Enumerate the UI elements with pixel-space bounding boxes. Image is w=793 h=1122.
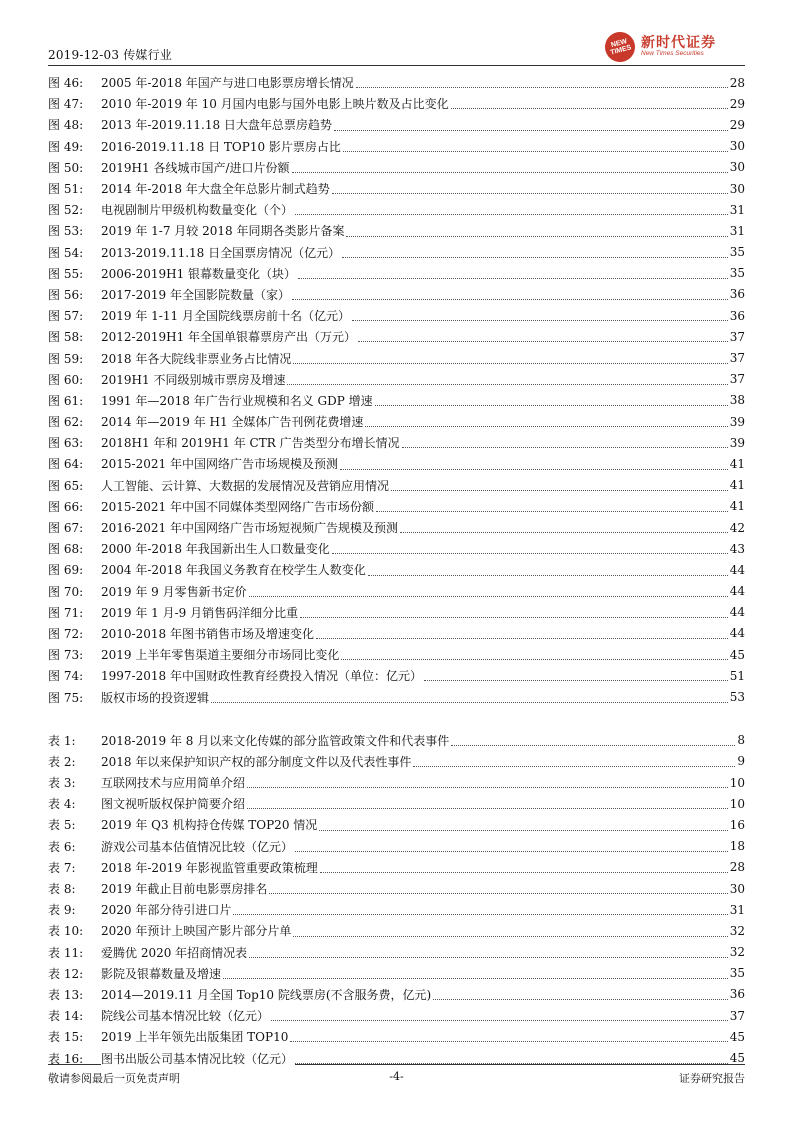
table-entry-title[interactable]: 2019 年截止目前电影票房排名: [101, 882, 268, 897]
dot-leader: [295, 851, 728, 852]
figure-entry-label: 图 60:: [48, 372, 84, 387]
dot-leader: [287, 384, 727, 385]
figure-entry[interactable]: [48, 199, 745, 220]
table-entry[interactable]: [48, 814, 745, 835]
figure-entry-label: 图 56:: [48, 287, 84, 302]
figure-entry[interactable]: [48, 538, 745, 559]
table-entry-label: 表 1:: [48, 733, 76, 748]
figure-entry-page[interactable]: 37: [729, 372, 745, 387]
figure-entry-title[interactable]: 2017-2019 年全国影院数量（家）: [101, 287, 290, 302]
table-entry-page[interactable]: 36: [729, 987, 745, 1002]
table-entry-title[interactable]: 2020 年预计上映国产影片部分片单: [101, 924, 292, 939]
dot-leader: [298, 278, 728, 279]
figure-entry[interactable]: [48, 263, 745, 284]
header-date-industry: 2019-12-03 传媒行业: [48, 48, 173, 62]
figure-entry-title[interactable]: 2014 年-2018 年大盘全年总影片制式趋势: [101, 182, 330, 197]
figure-entry-label: 图 65:: [48, 478, 84, 493]
table-entry[interactable]: [48, 857, 745, 878]
figure-entry-label: 图 54:: [48, 245, 84, 260]
figure-entry-title[interactable]: 2010-2018 年图书销售市场及增速变化: [101, 626, 314, 641]
figure-entry[interactable]: [48, 242, 745, 263]
figure-entry-page[interactable]: 51: [729, 668, 745, 683]
dot-leader: [375, 405, 728, 406]
figure-entry-page[interactable]: 29: [729, 96, 745, 111]
table-entry-label: 表 15:: [48, 1030, 84, 1045]
figure-entry-title[interactable]: 2013 年-2019.11.18 日大盘年总票房趋势: [101, 118, 332, 133]
figure-entry-page[interactable]: 30: [729, 181, 745, 196]
figure-entry[interactable]: [48, 390, 745, 411]
table-entry-title[interactable]: 2019 年 Q3 机构持仓传媒 TOP20 情况: [101, 818, 318, 833]
dot-leader: [352, 320, 728, 321]
figure-entry[interactable]: [48, 284, 745, 305]
dot-leader: [451, 745, 735, 746]
table-entry-page[interactable]: 35: [729, 966, 745, 981]
figure-entry-label: 图 70:: [48, 584, 84, 599]
dot-leader: [211, 702, 728, 703]
figure-entry-title[interactable]: 2019 年 1-11 月全国院线票房前十名（亿元）: [101, 309, 350, 324]
figure-entry[interactable]: [48, 220, 745, 241]
figure-entry[interactable]: [48, 114, 745, 135]
figure-entry[interactable]: [48, 475, 745, 496]
figure-entry-title[interactable]: 2005 年-2018 年国产与进口电影票房增长情况: [101, 76, 354, 91]
table-entry-title[interactable]: 2019 上半年领先出版集团 TOP10: [101, 1030, 289, 1045]
figure-entry-page[interactable]: 41: [729, 499, 745, 514]
figure-entry-page[interactable]: 38: [729, 393, 745, 408]
table-entry-title[interactable]: 院线公司基本情况比较（亿元）: [101, 1009, 270, 1024]
dot-leader: [424, 680, 728, 681]
figure-entry-title[interactable]: 2015-2021 年中国不同媒体类型网络广告市场份额: [101, 499, 374, 514]
figure-entry-page[interactable]: 44: [729, 584, 745, 599]
table-entry[interactable]: [48, 772, 745, 793]
figure-entry-title[interactable]: 2004 年-2018 年我国义务教育在校学生人数变化: [101, 563, 366, 578]
table-entry-page[interactable]: 16: [729, 817, 745, 832]
table-entry-title[interactable]: 影院及银幕数量及增速: [101, 966, 222, 981]
table-entry-title[interactable]: 互联网技术与应用简单介绍: [101, 776, 246, 791]
figure-entry-page[interactable]: 35: [729, 245, 745, 260]
footer-disclaimer[interactable]: 敬请参阅最后一页免责声明: [48, 1072, 180, 1085]
figure-entry[interactable]: [48, 453, 745, 474]
section-gap: [48, 708, 745, 730]
figure-entry-title[interactable]: 1997-2018 年中国财政性教育经费投入情况（单位：亿元）: [101, 669, 422, 684]
dot-leader: [413, 766, 735, 767]
figure-entry-label: 图 59:: [48, 351, 84, 366]
figure-entry-label: 图 71:: [48, 605, 84, 620]
figure-entry[interactable]: [48, 93, 745, 114]
figure-entry[interactable]: [48, 665, 745, 686]
figure-entry-label: 图 68:: [48, 542, 84, 557]
page-header: [48, 36, 745, 64]
dot-leader: [433, 999, 728, 1000]
table-entry-title[interactable]: 爱腾优 2020 年招商情况表: [101, 945, 248, 960]
figure-entry[interactable]: [48, 326, 745, 347]
figure-entry[interactable]: [48, 136, 745, 157]
table-entry-page[interactable]: 37: [729, 1008, 745, 1023]
table-entry-label: 表 10:: [48, 924, 84, 939]
table-entry-page[interactable]: 45: [729, 1051, 745, 1066]
dot-leader: [368, 575, 728, 576]
dot-leader: [290, 1041, 727, 1042]
table-entry-label: 表 11:: [48, 945, 84, 960]
figure-entry-label: 图 61:: [48, 393, 84, 408]
figure-entry-label: 图 63:: [48, 436, 84, 451]
table-entry[interactable]: [48, 899, 745, 920]
figure-entry[interactable]: [48, 623, 745, 644]
figure-entry-page[interactable]: 44: [729, 626, 745, 641]
figure-entry-page[interactable]: 53: [729, 690, 745, 705]
table-entry-label: 表 5:: [48, 818, 76, 833]
figure-entry-title[interactable]: 2018H1 年和 2019H1 年 CTR 广告类型分布增长情况: [101, 436, 400, 451]
figure-entry-page[interactable]: 39: [729, 435, 745, 450]
table-entry-title[interactable]: 游戏公司基本估值情况比较（亿元）: [101, 839, 294, 854]
table-entry-page[interactable]: 10: [729, 775, 745, 790]
figure-entry[interactable]: [48, 432, 745, 453]
figure-entry-page[interactable]: 44: [729, 605, 745, 620]
dot-leader: [271, 1020, 728, 1021]
figure-entry-page[interactable]: 36: [729, 308, 745, 323]
figure-entry-title[interactable]: 版权市场的投资逻辑: [101, 690, 210, 705]
figure-entry-title[interactable]: 2012-2019H1 年全国单银幕票房产出（万元）: [101, 330, 357, 345]
figure-entry-label: 图 66:: [48, 499, 84, 514]
table-entry[interactable]: [48, 751, 745, 772]
figure-entry-title[interactable]: 2018 年各大院线非票业务占比情况: [101, 351, 292, 366]
figure-entry[interactable]: [48, 369, 745, 390]
dot-leader: [346, 236, 727, 237]
dot-leader: [320, 872, 728, 873]
figure-entry[interactable]: [48, 644, 745, 665]
figure-entry-page[interactable]: 30: [729, 139, 745, 154]
table-entry-label: 表 3:: [48, 776, 76, 791]
figure-entry-page[interactable]: 39: [729, 414, 745, 429]
figure-entry-page[interactable]: 36: [729, 287, 745, 302]
figure-list: [48, 72, 745, 708]
header-divider: [48, 65, 745, 66]
figure-entry[interactable]: [48, 411, 745, 432]
dot-leader: [293, 363, 727, 364]
figure-entry[interactable]: [48, 305, 745, 326]
figure-entry-label: 图 55:: [48, 266, 84, 281]
dot-leader: [391, 490, 728, 491]
figure-entry-title[interactable]: 2006-2019H1 银幕数量变化（块）: [101, 266, 297, 281]
dot-leader: [334, 130, 728, 131]
figure-entry-title[interactable]: 2010 年-2019 年 10 月国内电影与国外电影上映片数及占比变化: [101, 97, 449, 112]
table-entry-title[interactable]: 2018 年以来保护知识产权的部分制度文件以及代表性事件: [101, 754, 412, 769]
dot-leader: [247, 808, 728, 809]
figure-entry-label: 图 51:: [48, 182, 84, 197]
table-entry-page[interactable]: 32: [729, 923, 745, 938]
table-entry-title[interactable]: 2020 年部分待引进口片: [101, 903, 232, 918]
table-entry-page[interactable]: 30: [729, 881, 745, 896]
table-entry-label: 表 8:: [48, 882, 76, 897]
table-entry-title[interactable]: 图文视听版权保护简要介绍: [101, 797, 246, 812]
table-entry-page[interactable]: 28: [729, 860, 745, 875]
figure-entry-title[interactable]: 2019 年 1-7 月较 2018 年同期各类影片备案: [101, 224, 345, 239]
dot-leader: [341, 659, 727, 660]
table-entry[interactable]: [48, 963, 745, 984]
dot-leader: [269, 893, 727, 894]
figure-entry-title[interactable]: 2000 年-2018 年我国新出生人口数量变化: [101, 542, 330, 557]
figure-entry-label: 图 75:: [48, 690, 84, 705]
figure-entry-title[interactable]: 2019H1 不同级别城市票房及增速: [101, 372, 286, 387]
figure-entry-label: 图 58:: [48, 330, 84, 345]
table-list: [48, 730, 745, 1069]
dot-leader: [293, 936, 727, 937]
figure-entry-label: 图 52:: [48, 203, 84, 218]
table-entry-label: 表 13:: [48, 987, 84, 1002]
figure-entry-label: 图 62:: [48, 415, 84, 430]
figure-entry[interactable]: [48, 157, 745, 178]
figure-entry-page[interactable]: 31: [729, 223, 745, 238]
dot-leader: [223, 978, 728, 979]
table-entry-label: 表 14:: [48, 1009, 84, 1024]
figure-entry-page[interactable]: 37: [729, 351, 745, 366]
figure-entry-title[interactable]: 电视剧制片甲级机构数量变化（个）: [101, 203, 294, 218]
table-entry-label: 表 4:: [48, 797, 76, 812]
table-entry[interactable]: [48, 836, 745, 857]
dot-leader: [316, 638, 728, 639]
figure-entry-label: 图 64:: [48, 457, 84, 472]
table-entry-page[interactable]: 18: [729, 839, 745, 854]
figure-entry-title[interactable]: 2016-2019.11.18 日 TOP10 影片票房占比: [101, 139, 341, 154]
dot-leader: [332, 193, 728, 194]
company-logo: [605, 32, 745, 62]
figure-entry-title[interactable]: 2019H1 各线城市国产/进口片份额: [101, 160, 290, 175]
figure-entry-page[interactable]: 29: [729, 117, 745, 132]
footer-page-number: -4-: [389, 1070, 404, 1083]
dot-leader: [342, 257, 728, 258]
figure-entry[interactable]: [48, 178, 745, 199]
figure-entry[interactable]: [48, 496, 745, 517]
figure-entry-title[interactable]: 1991 年—2018 年广告行业规模和名义 GDP 增速: [101, 393, 373, 408]
table-entry-page[interactable]: 31: [729, 902, 745, 917]
dot-leader: [365, 426, 727, 427]
figure-entry-page[interactable]: 31: [729, 202, 745, 217]
table-entry[interactable]: [48, 1047, 745, 1068]
table-entry[interactable]: [48, 984, 745, 1005]
table-entry-page[interactable]: 10: [729, 796, 745, 811]
figure-entry[interactable]: [48, 72, 745, 93]
figure-entry-title[interactable]: 2015-2021 年中国网络广告市场规模及预测: [101, 457, 338, 472]
table-entry-label: 表 16:: [48, 1051, 84, 1066]
figure-entry[interactable]: [48, 517, 745, 538]
table-entry[interactable]: [48, 730, 745, 751]
dot-leader: [295, 214, 728, 215]
dot-leader: [292, 172, 728, 173]
table-of-contents: [48, 72, 745, 1069]
figure-entry-label: 图 46:: [48, 76, 84, 91]
table-entry[interactable]: [48, 1005, 745, 1026]
figure-entry-label: 图 49:: [48, 139, 84, 154]
figure-entry-page[interactable]: 44: [729, 562, 745, 577]
footer-report-type: 证券研究报告: [679, 1072, 745, 1085]
table-entry-page[interactable]: 8: [737, 733, 745, 748]
table-entry[interactable]: [48, 920, 745, 941]
figure-entry-title[interactable]: 2019 上半年零售渠道主要细分市场同比变化: [101, 648, 340, 663]
dot-leader: [400, 532, 728, 533]
table-entry-title[interactable]: 图书出版公司基本情况比较（亿元）: [101, 1051, 294, 1066]
dot-leader: [249, 957, 728, 958]
dot-leader: [249, 596, 728, 597]
table-entry-page[interactable]: 9: [737, 754, 745, 769]
figure-entry-label: 图 53:: [48, 224, 84, 239]
table-entry-page[interactable]: 32: [729, 945, 745, 960]
dot-leader: [292, 299, 728, 300]
table-entry[interactable]: [48, 878, 745, 899]
figure-entry[interactable]: [48, 686, 745, 707]
figure-entry-page[interactable]: 41: [729, 478, 745, 493]
table-entry-label: 表 2:: [48, 754, 76, 769]
figure-entry-title[interactable]: 2016-2021 年中国网络广告市场短视频广告规模及预测: [101, 521, 398, 536]
dot-leader: [358, 341, 728, 342]
figure-entry[interactable]: [48, 602, 745, 623]
figure-entry-title[interactable]: 人工智能、云计算、大数据的发展情况及营销应用情况: [101, 478, 390, 493]
dot-leader: [340, 469, 728, 470]
figure-entry-label: 图 74:: [48, 669, 84, 684]
figure-entry-label: 图 67:: [48, 521, 84, 536]
table-entry-label: 表 9:: [48, 903, 76, 918]
figure-entry-title[interactable]: 2013-2019.11.18 日全国票房情况（亿元）: [101, 245, 341, 260]
table-entry-label: 表 6:: [48, 839, 76, 854]
figure-entry-label: 图 72:: [48, 626, 84, 641]
table-entry-title[interactable]: 2014—2019.11 月全国 Top10 院线票房(不含服务费，亿元): [101, 987, 432, 1002]
figure-entry-title[interactable]: 2019 年 1 月-9 月销售码洋细分比重: [101, 605, 299, 620]
figure-entry-label: 图 69:: [48, 563, 84, 578]
figure-entry-page[interactable]: 28: [729, 75, 745, 90]
figure-entry-title[interactable]: 2019 年 9 月零售新书定价: [101, 584, 247, 599]
figure-entry-page[interactable]: 30: [729, 160, 745, 175]
table-entry[interactable]: [48, 942, 745, 963]
table-entry-label: 表 7:: [48, 860, 76, 875]
figure-entry[interactable]: [48, 347, 745, 368]
dot-leader: [247, 787, 728, 788]
dot-leader: [356, 87, 728, 88]
dot-leader: [376, 511, 728, 512]
figure-entry-label: 图 50:: [48, 160, 84, 175]
logo-company-cn: 新时代证券: [641, 35, 716, 51]
dot-leader: [451, 108, 728, 109]
figure-entry-page[interactable]: 43: [729, 541, 745, 556]
dot-leader: [402, 447, 728, 448]
figure-entry-label: 图 47:: [48, 97, 84, 112]
dot-leader: [233, 914, 727, 915]
dot-leader: [300, 617, 728, 618]
figure-entry[interactable]: [48, 559, 745, 580]
figure-entry[interactable]: [48, 581, 745, 602]
dot-leader: [343, 151, 728, 152]
figure-entry-page[interactable]: 45: [729, 647, 745, 662]
figure-entry-page[interactable]: 35: [729, 266, 745, 281]
figure-entry-page[interactable]: 41: [729, 456, 745, 471]
figure-entry-label: 图 73:: [48, 648, 84, 663]
figure-entry-page[interactable]: 37: [729, 329, 745, 344]
dot-leader: [319, 830, 727, 831]
figure-entry-page[interactable]: 42: [729, 520, 745, 535]
logo-mark-icon: NEW TIMES: [602, 29, 639, 66]
table-entry-page[interactable]: 45: [729, 1029, 745, 1044]
figure-entry-label: 图 48:: [48, 118, 84, 133]
table-entry[interactable]: [48, 1026, 745, 1047]
table-entry[interactable]: [48, 793, 745, 814]
table-entry-title[interactable]: 2018 年-2019 年影视监管重要政策梳理: [101, 860, 318, 875]
table-entry-title[interactable]: 2018-2019 年 8 月以来文化传媒的部分监管政策文件和代表事件: [101, 733, 450, 748]
logo-company-en: New Times Securities: [641, 50, 704, 57]
figure-entry-title[interactable]: 2014 年—2019 年 H1 全媒体广告刊例花费增速: [101, 415, 364, 430]
table-entry-label: 表 12:: [48, 966, 84, 981]
dot-leader: [332, 553, 728, 554]
figure-entry-label: 图 57:: [48, 309, 84, 324]
